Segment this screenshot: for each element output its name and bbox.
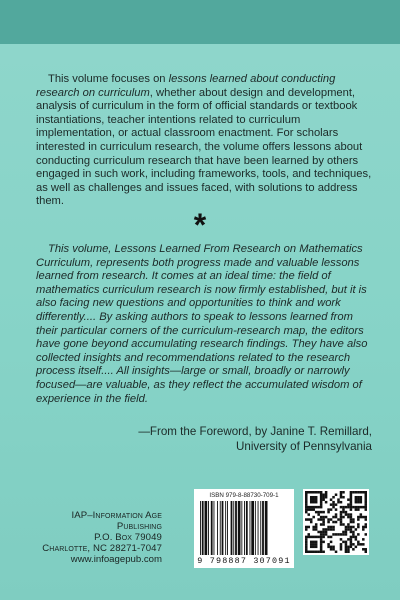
isbn-label: ISBN 979-8-88730-709-1 bbox=[209, 492, 279, 499]
description-paragraph bbox=[36, 73, 372, 209]
publisher-name: IAP–Information Age Publishing bbox=[71, 510, 162, 532]
publisher-url: www.infoagepub.com bbox=[70, 554, 162, 565]
foreword-quote: This volume, Lessons Learned From Research on Mathematics Curriculum, represents both progress made and valuable lessons learned from research. It comes at an ideal time: the field of mathematics curriculum research is now firmly established, but it is also facing new questions and opportunities to think and work differently.... By asking authors to speak to lessons learned from their particular corners of the curriculum-research map, the editors have gone beyond accumulating research findings. They have also collected insights and recommendations related to the research process itself.... All insights—large or small, broadly or narrowly focused—are valuable, as they reflect the accumulated wisdom of experience in the field. bbox=[36, 243, 368, 405]
qr-code-icon bbox=[305, 491, 367, 553]
isbn-barcode bbox=[194, 489, 294, 568]
barcode-digits: 9 798887 307091 bbox=[197, 556, 291, 566]
publisher-block bbox=[38, 510, 162, 565]
description-rest: , whether about design and development, analysis of curriculum in the form of official standards or textbook instantiations, teacher intentions related to curriculum implementation, or actual classroom enactment. For scholars interested in curriculum research, the volume offers lessons about conducting curriculum research that have been learned by others engaged in such work, including frameworks, tools, and techniques, as well as challenges and issues faced, with solutions to address them. bbox=[36, 86, 372, 208]
qr-code bbox=[303, 489, 369, 555]
attribution-line-1: —From the Foreword, by Janine T. Remillard, bbox=[138, 425, 372, 438]
top-color-band bbox=[0, 0, 400, 44]
description-intro: This volume focuses on bbox=[48, 73, 169, 85]
barcode-bars bbox=[200, 501, 288, 555]
description-emphasis: lessons learned about conducting research on curriculum bbox=[36, 73, 336, 99]
attribution-line-2: University of Pennsylvania bbox=[236, 440, 372, 453]
publisher-po-box: P.O. Box 79049 bbox=[94, 532, 162, 543]
publisher-city: Charlotte, NC 28271-7047 bbox=[42, 543, 162, 554]
section-separator: * bbox=[193, 207, 207, 243]
